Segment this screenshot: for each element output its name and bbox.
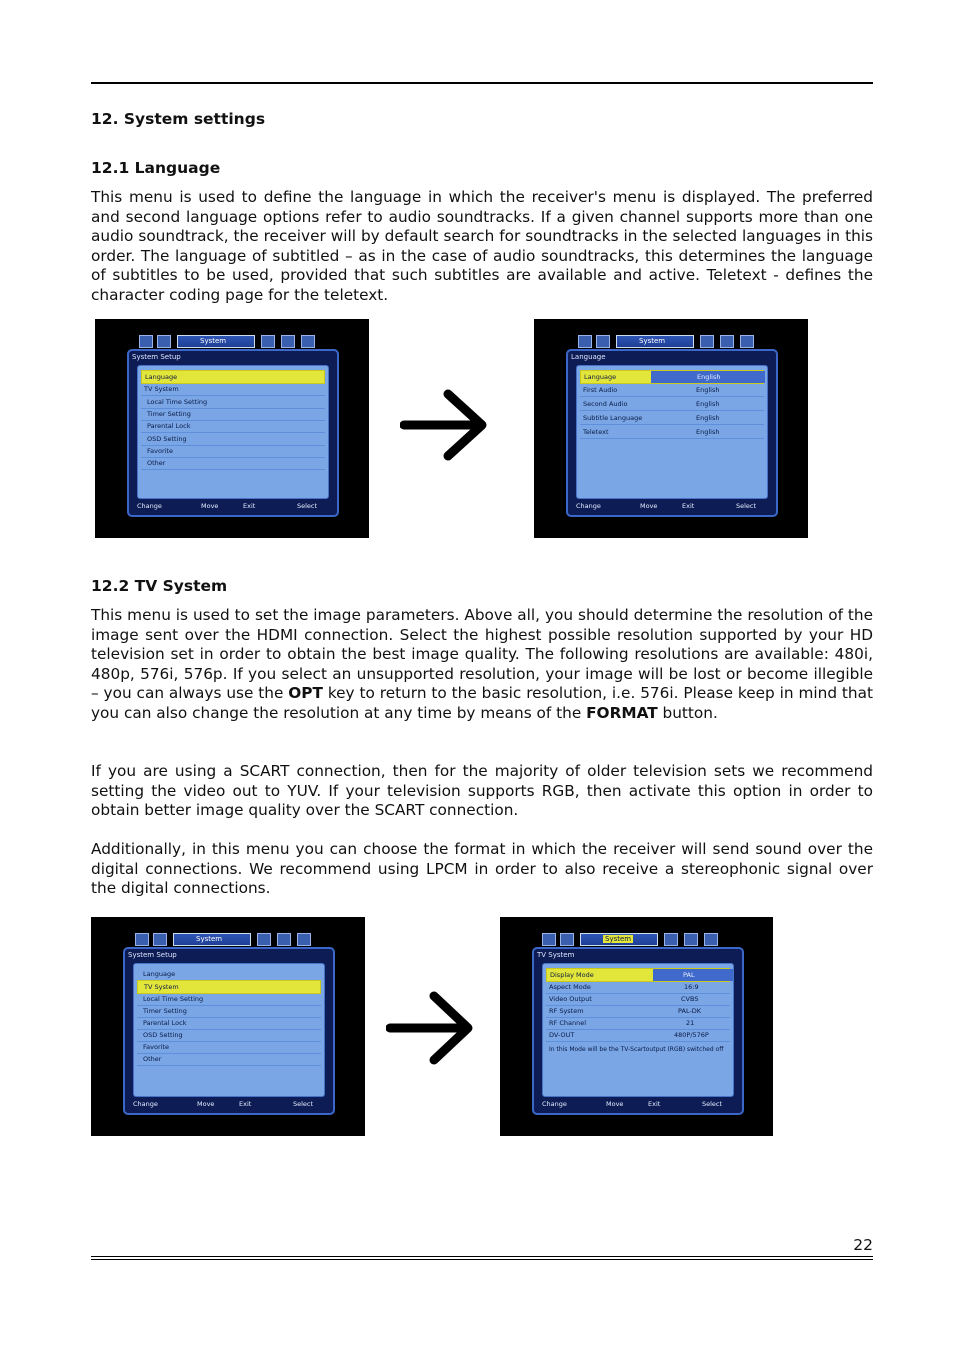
tab-icon: [664, 933, 678, 946]
menu-item: First Audio English: [580, 384, 764, 397]
menu-footer: Change Move Exit Select: [576, 502, 757, 510]
menu-item: DV-OUT 480P/576P: [546, 1029, 730, 1042]
menu-item: Timer Setting: [137, 1005, 321, 1018]
menu-item: Timer Setting: [141, 408, 325, 421]
tab-icon: [277, 933, 291, 946]
footer-rule: [91, 1259, 873, 1260]
menu-list: [133, 963, 325, 1097]
tab-system: System: [616, 335, 694, 348]
menu-item: Teletext English: [580, 426, 764, 439]
section-title: 12. System settings: [91, 110, 266, 128]
tab-icon: [596, 335, 610, 348]
menu-panel: [127, 349, 339, 517]
menu-item: Language: [141, 370, 325, 384]
language-paragraph: This menu is used to define the language in which the receiver's menu is displayed. The preferred and second language options refer to audio soundtracks. If a given channel supports more than one audio soundtrack, the receiver will by default search for soundtracks in the selected languages in this order. The language of subtitled – as in the case of audio soundtracks, this determines the language of subtitles to be used, provided that such subtitles are available and active. Teletext - defines the character coding page for the teletext.: [91, 188, 873, 304]
page-number: 22: [853, 1236, 873, 1254]
tab-icon: [157, 335, 171, 348]
tab-icon: [740, 335, 754, 348]
menu-item: Aspect Mode 16:9: [546, 981, 730, 994]
tab-icon: [578, 335, 592, 348]
tab-icon: [560, 933, 574, 946]
tab-icon: [301, 335, 315, 348]
screenshot-system-setup-tv: [91, 917, 365, 1136]
tab-icon: [139, 335, 153, 348]
menu-footer: Change Move Exit Select: [133, 1100, 314, 1108]
menu-title: TV System: [537, 951, 575, 959]
menu-item: OSD Setting: [137, 1029, 321, 1042]
menu-title: Language: [571, 353, 606, 361]
menu-panel: [532, 947, 744, 1115]
menu-item: Favorite: [141, 445, 325, 458]
tab-icon: [700, 335, 714, 348]
menu-title: System Setup: [132, 353, 181, 361]
menu-item: Parental Lock: [141, 420, 325, 433]
footer-rule: [91, 1256, 873, 1257]
tab-system: System: [177, 335, 255, 348]
tab-icon: [542, 933, 556, 946]
menu-panel: [566, 349, 778, 517]
menu-panel: [123, 947, 335, 1115]
menu-item: Parental Lock: [137, 1017, 321, 1030]
menu-item: Subtitle Language English: [580, 412, 764, 425]
tab-icon: [261, 335, 275, 348]
menu-item: OSD Setting: [141, 433, 325, 446]
tab-icon: [297, 933, 311, 946]
menu-item: Video Output CVBS: [546, 993, 730, 1006]
menu-footer: Change Move Exit Select: [137, 502, 318, 510]
tab-icon: [153, 933, 167, 946]
menu-list: [137, 365, 329, 499]
screenshot-language-menu: [534, 319, 808, 538]
menu-footer: Change Move Exit Select: [542, 1100, 723, 1108]
menu-item: Local Time Setting: [141, 396, 325, 409]
header-rule: [91, 82, 873, 84]
menu-item: Local Time Setting: [137, 993, 321, 1006]
subsection-title-language: 12.1 Language: [91, 159, 221, 177]
tab-system: System: [580, 933, 658, 946]
tab-icon: [704, 933, 718, 946]
tab-icon: [684, 933, 698, 946]
menu-item: Language English: [580, 370, 764, 384]
tab-system: System: [173, 933, 251, 946]
tv-system-paragraph-2: If you are using a SCART connection, then for the majority of older television sets we recommend setting the video out to YUV. If your television supports RGB, then activate this option in order to obtain better image quality over the SCART connection.: [91, 762, 873, 819]
menu-item: Second Audio English: [580, 398, 764, 411]
tab-icon: [257, 933, 271, 946]
subsection-title-tv-system: 12.2 TV System: [91, 577, 228, 595]
menu-item: TV System: [137, 980, 321, 994]
tv-system-paragraph-3: Additionally, in this menu you can choose the format in which the receiver will send sound over the digital connections. We recommend using LPCM in order to also receive a stereophonic signal over the digital connections.: [91, 840, 873, 897]
menu-title: System Setup: [128, 951, 177, 959]
tv-system-paragraph-1: This menu is used to set the image parameters. Above all, you should determine the resolution of the image sent over the HDMI connection. Select the highest possible resolution supported by your HD television set in order to obtain the best image quality. The following resolutions are available: 480i, 480p, 576i, 576p. If you select an unsupported resolution, your image will be lost or become illegible – you can always use the OPT key to return to the basic resolution, i.e. 576i. Please keep in mind that you can also change the resolution at any time by means of the FORMAT button.: [91, 606, 873, 722]
menu-list: [542, 963, 734, 1097]
arrow-right-icon: [386, 988, 476, 1068]
menu-item: RF Channel 21: [546, 1017, 730, 1030]
screenshot-tv-system-menu: [500, 917, 773, 1136]
menu-list: [576, 365, 768, 499]
menu-note: In this Mode will be the TV-Scartoutput (RGB) switched off: [549, 1046, 724, 1053]
tab-icon: [135, 933, 149, 946]
tab-icon: [720, 335, 734, 348]
menu-item: Display Mode PAL: [546, 968, 730, 982]
menu-item: RF System PAL-DK: [546, 1005, 730, 1018]
menu-item: TV System: [141, 383, 325, 396]
menu-item: Favorite: [137, 1041, 321, 1054]
menu-item: Language: [137, 968, 321, 981]
arrow-right-icon: [400, 388, 490, 468]
menu-item: Other: [137, 1053, 321, 1066]
tab-icon: [281, 335, 295, 348]
menu-item: Other: [141, 457, 325, 470]
screenshot-system-setup-language: [95, 319, 369, 538]
